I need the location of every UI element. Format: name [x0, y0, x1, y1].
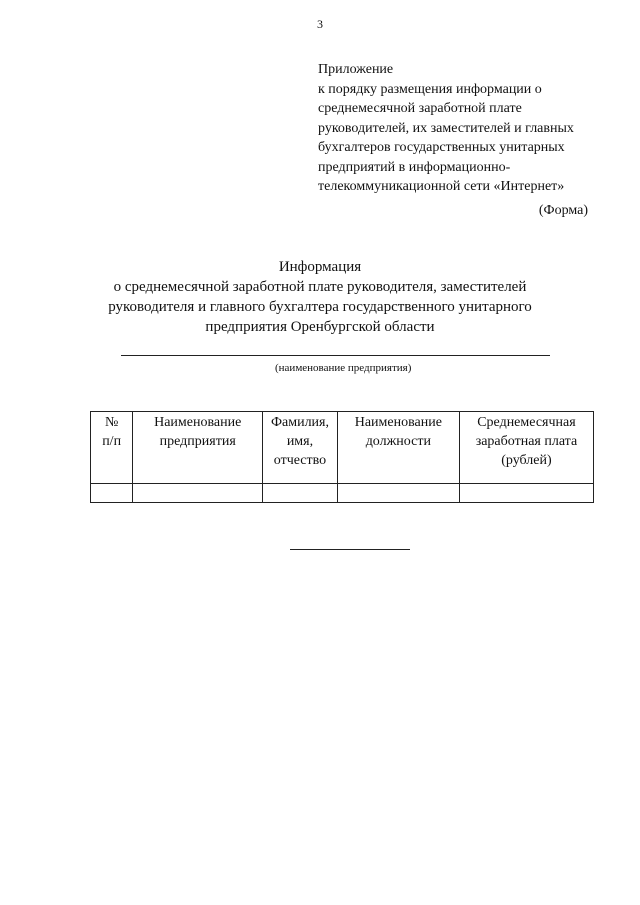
table-cell	[133, 484, 263, 503]
header-enterprise-name: Наименование предприятия	[133, 412, 263, 484]
appendix-line: руководителей, их заместителей и главных	[318, 120, 574, 136]
organization-name-line	[121, 355, 550, 356]
table-cell	[337, 484, 459, 503]
title-line: предприятия Оренбургской области	[205, 319, 435, 335]
table-cell	[263, 484, 338, 503]
appendix-line: бухгалтеров государственных унитарных	[318, 140, 565, 155]
form-mark: (Форма)	[538, 203, 588, 218]
header-full-name: Фамилия, имя, отчество	[263, 412, 338, 484]
organization-name-caption: (наименование предприятия)	[275, 362, 412, 374]
table-cell	[91, 484, 133, 503]
title-line: руководителя и главного бухгалтера государственного унитарного	[108, 299, 532, 315]
page-number: 3	[317, 17, 323, 31]
header-number: № п/п	[91, 412, 133, 484]
appendix-line: среднемесячной заработной плате	[318, 101, 522, 116]
end-divider-line	[290, 549, 410, 550]
appendix-line: Приложение	[318, 62, 394, 77]
title-line: о среднемесячной заработной плате руководителя, заместителей	[113, 279, 527, 295]
title-heading: Информация	[278, 259, 362, 275]
document-title	[0, 257, 640, 337]
table-cell	[459, 484, 593, 503]
table-header-row	[91, 412, 594, 484]
salary-info-table	[90, 411, 594, 503]
appendix-line: к порядку размещения информации о	[318, 81, 542, 97]
appendix-line: предприятий в информационно-	[318, 159, 511, 175]
appendix-line: телекоммуникационной сети «Интернет»	[318, 179, 565, 194]
table-row	[91, 484, 594, 503]
header-position: Наименование должности	[337, 412, 459, 484]
header-average-salary: Среднемесячная заработная плата (рублей)	[459, 412, 593, 484]
appendix-note	[318, 60, 618, 197]
